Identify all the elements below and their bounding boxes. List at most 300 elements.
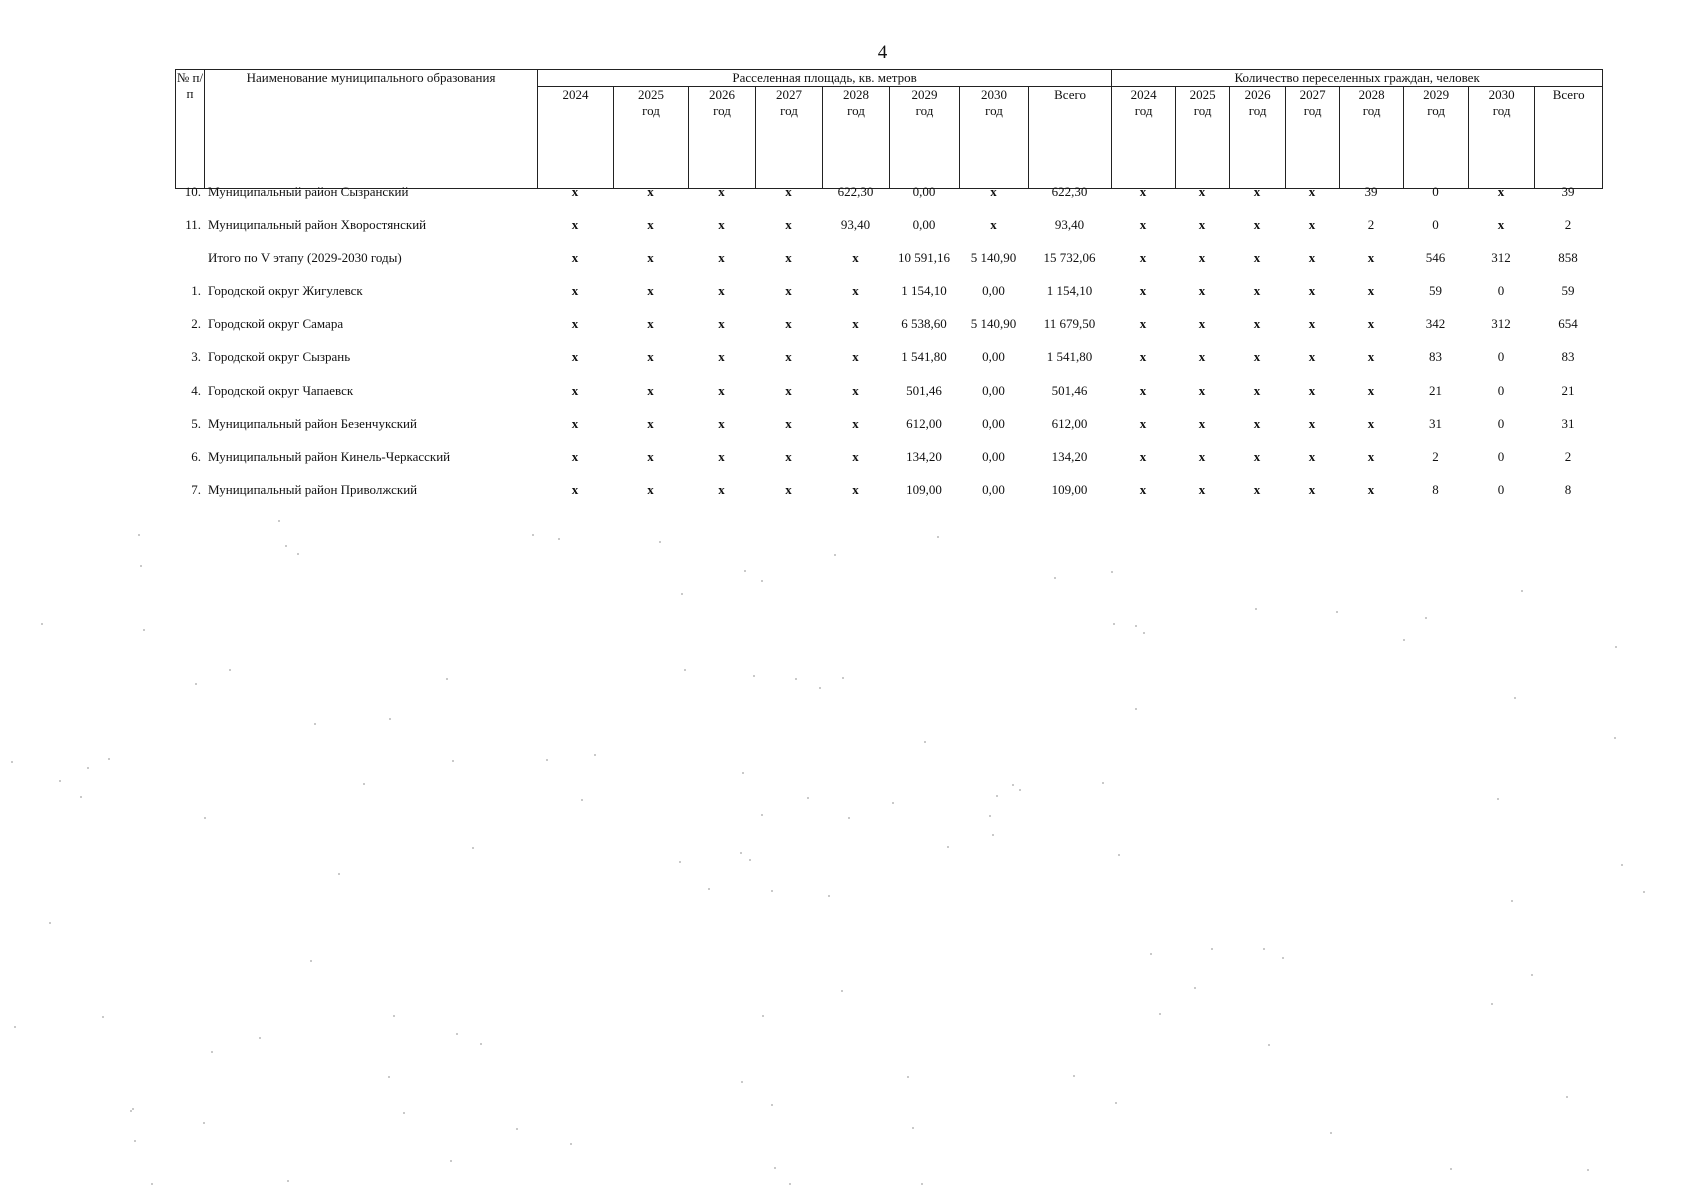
speck (1194, 987, 1196, 989)
speck (278, 520, 280, 522)
area-value-cell: x (647, 448, 654, 464)
speck (684, 669, 686, 671)
area-value-cell: x (571, 184, 579, 199)
speck (393, 1015, 395, 1017)
area-value-cell: x (647, 283, 654, 299)
speck (472, 847, 474, 849)
speck (1268, 1044, 1270, 1046)
area-value-cell: 0,00 (982, 448, 1005, 464)
row-number: 2. (191, 316, 201, 332)
speck (138, 534, 140, 536)
speck (1450, 1168, 1452, 1170)
speck (1159, 1013, 1161, 1015)
people-value-cell: 39 (1561, 184, 1575, 199)
speck (741, 1081, 743, 1083)
speck (1012, 784, 1014, 786)
speck (132, 1108, 134, 1110)
people-value-cell: 858 (1558, 250, 1578, 266)
speck (229, 669, 231, 671)
people-value-cell: x (1253, 349, 1261, 365)
row-number: 1. (191, 283, 201, 299)
area-value-cell: x (571, 250, 579, 266)
people-value-cell: x (1139, 217, 1147, 233)
row-number: 6. (191, 448, 201, 464)
people-value-cell: 0 (1497, 448, 1505, 464)
people-value-cell: 39 (1364, 184, 1378, 199)
speck (516, 1128, 518, 1130)
speck (912, 1127, 914, 1129)
speck (1521, 590, 1523, 592)
area-value-cell: x (852, 250, 859, 266)
municipality-name: Муниципальный район Безенчукский (208, 415, 417, 431)
speck (1211, 948, 1213, 950)
people-value-cell: x (1367, 382, 1375, 398)
area-value-cell: x (718, 184, 725, 199)
speck (558, 538, 560, 540)
people-value-cell: x (1253, 415, 1261, 431)
speck (1587, 1169, 1589, 1171)
area-value-cell: x (785, 415, 792, 431)
table-row (175, 250, 1602, 283)
area-value-cell: 0,00 (982, 283, 1005, 299)
area-value-cell: x (785, 448, 792, 464)
people-value-cell: x (1198, 448, 1206, 464)
speck (1643, 891, 1645, 893)
people-value-cell: x (1497, 217, 1505, 233)
area-value-cell: 0,00 (912, 184, 936, 199)
speck (389, 718, 391, 720)
people-value-cell: x (1308, 283, 1316, 299)
people-value-cell: x (1253, 250, 1261, 266)
speck (102, 1016, 104, 1018)
speck (1425, 617, 1427, 619)
area-value-cell: x (571, 283, 579, 299)
row-number: 10. (184, 184, 201, 199)
speck (1111, 571, 1113, 573)
speck (446, 678, 448, 680)
area-value-cell: x (990, 217, 997, 233)
people-value-cell: x (1367, 481, 1375, 497)
speck (532, 534, 534, 536)
speck (1491, 1003, 1493, 1005)
speck (452, 760, 454, 762)
table-row (175, 482, 1602, 515)
speck (259, 1037, 261, 1039)
people-value-cell: x (1308, 415, 1316, 431)
speck (842, 677, 844, 679)
area-value-cell: x (647, 250, 654, 266)
area-value-cell: 1 154,10 (901, 283, 947, 299)
municipality-name: Городской округ Чапаевск (208, 382, 354, 398)
speck (1282, 957, 1284, 959)
speck (363, 783, 365, 785)
speck (1150, 953, 1152, 955)
speck (1566, 1096, 1568, 1098)
speck (989, 815, 991, 817)
people-value-cell: 0 (1497, 283, 1505, 299)
speck (924, 741, 926, 743)
people-value-cell: x (1253, 448, 1261, 464)
area-value-cell: x (718, 217, 725, 233)
people-value-cell: x (1367, 349, 1375, 365)
people-value-cell: x (1367, 415, 1375, 431)
speck (310, 960, 312, 962)
speck (1143, 632, 1145, 634)
people-year-header: 2026 год (1230, 87, 1286, 189)
speck (1135, 708, 1137, 710)
people-year-header: 2027 год (1286, 87, 1340, 189)
row-number: 11. (185, 217, 201, 233)
speck (87, 767, 89, 769)
area-group-header: Расселенная площадь, кв. метров (538, 70, 1112, 87)
people-value-cell: 342 (1425, 316, 1446, 332)
people-value-cell: x (1308, 382, 1316, 398)
table-row (175, 416, 1602, 449)
area-year-header: 2025 год (614, 87, 689, 189)
speck (1621, 864, 1623, 866)
speck (744, 570, 746, 572)
speck (1255, 608, 1257, 610)
people-value-cell: x (1308, 316, 1316, 332)
table-row (175, 184, 1602, 217)
people-value-cell: 83 (1561, 349, 1575, 365)
municipality-name: Городской округ Сызрань (208, 349, 351, 365)
area-value-cell: x (718, 415, 725, 431)
speck (80, 796, 82, 798)
area-value-cell: 612,00 (906, 415, 942, 431)
municipality-name: Итого по V этапу (2029-2030 годы) (208, 250, 402, 266)
table-row (175, 217, 1602, 250)
people-value-cell: x (1253, 217, 1261, 233)
speck (828, 895, 830, 897)
area-value-cell: x (852, 316, 859, 332)
area-value-cell: x (647, 316, 654, 332)
speck (659, 541, 661, 543)
people-value-cell: 0 (1432, 184, 1439, 199)
area-value-cell: x (718, 382, 725, 398)
speck (841, 990, 843, 992)
people-value-cell: x (1367, 448, 1375, 464)
people-value-cell: x (1139, 481, 1147, 497)
area-value-cell: x (785, 382, 792, 398)
municipality-name: Муниципальный район Сызранский (208, 184, 409, 199)
area-value-cell: 1 541,80 (901, 349, 947, 365)
municipality-name: Муниципальный район Приволжский (208, 481, 418, 497)
area-value-cell: x (718, 448, 725, 464)
area-value-cell: 1 154,10 (1046, 283, 1093, 299)
area-value-cell: x (852, 481, 859, 497)
people-value-cell: x (1198, 217, 1206, 233)
people-value-cell: x (1308, 250, 1316, 266)
speck (1403, 639, 1405, 641)
people-value-cell: x (1198, 349, 1206, 365)
speck (762, 1015, 764, 1017)
row-number: 7. (191, 481, 201, 497)
speck (1118, 854, 1120, 856)
area-value-cell: x (718, 283, 725, 299)
people-value-cell: x (1198, 382, 1206, 398)
people-value-cell: x (1198, 283, 1206, 299)
people-value-cell: 31 (1561, 415, 1575, 431)
people-value-cell: 312 (1491, 316, 1511, 332)
people-value-cell: 2 (1564, 217, 1572, 233)
speck (848, 817, 850, 819)
speck (708, 888, 710, 890)
speck (681, 593, 683, 595)
table-header (175, 69, 1603, 189)
speck (753, 675, 755, 677)
speck (1336, 611, 1338, 613)
people-value-cell: x (1367, 250, 1375, 266)
people-value-cell: x (1198, 184, 1206, 199)
speck (774, 1167, 776, 1169)
table-row (175, 283, 1602, 316)
area-value-cell: x (647, 382, 654, 398)
speck (143, 629, 145, 631)
area-year-header: 2029 год (890, 87, 960, 189)
area-value-cell: 10 591,16 (898, 250, 950, 266)
area-value-cell: x (785, 316, 792, 332)
speck (450, 1160, 452, 1162)
people-value-cell: x (1139, 316, 1147, 332)
num-header: № п/п (176, 70, 205, 189)
speck (892, 802, 894, 804)
area-year-header: 2026 год (689, 87, 756, 189)
speck (1330, 1132, 1332, 1134)
speck (108, 758, 110, 760)
municipality-name: Городской округ Самара (208, 316, 344, 332)
row-number: 5. (191, 415, 201, 431)
people-year-header: 2030 год (1469, 87, 1535, 189)
table-row (175, 383, 1602, 416)
speck (1073, 1075, 1075, 1077)
speck (679, 861, 681, 863)
people-value-cell: 21 (1429, 382, 1442, 398)
people-value-cell: 8 (1432, 481, 1439, 497)
area-value-cell: 134,20 (906, 448, 942, 464)
people-value-cell: x (1139, 349, 1147, 365)
people-value-cell: x (1253, 184, 1261, 199)
area-value-cell: x (571, 448, 579, 464)
row-number: 4. (191, 382, 201, 398)
speck (195, 683, 197, 685)
area-value-cell: 501,46 (906, 382, 942, 398)
area-value-cell: x (647, 217, 654, 233)
speck (771, 1104, 773, 1106)
people-value-cell: 2 (1432, 448, 1439, 464)
people-value-cell: x (1253, 382, 1261, 398)
speck (1531, 974, 1533, 976)
area-value-cell: 0,00 (982, 481, 1005, 497)
people-value-cell: x (1497, 184, 1505, 199)
people-value-cell: 312 (1491, 250, 1511, 266)
speck (151, 1183, 153, 1185)
people-year-header: Всего (1535, 87, 1603, 189)
table-row (175, 449, 1602, 482)
area-value-cell: 622,30 (837, 184, 874, 199)
speck (480, 1043, 482, 1045)
speck (1054, 577, 1056, 579)
people-value-cell: 0 (1497, 481, 1505, 497)
people-value-cell: 21 (1561, 382, 1575, 398)
people-value-cell: x (1139, 415, 1147, 431)
speck (1019, 789, 1021, 791)
row-number: 3. (191, 349, 201, 365)
area-value-cell: x (852, 283, 859, 299)
speck (749, 859, 751, 861)
area-year-header: 2027 год (756, 87, 823, 189)
people-value-cell: x (1198, 250, 1206, 266)
speck (807, 797, 809, 799)
people-value-cell: x (1308, 217, 1316, 233)
speck (594, 754, 596, 756)
speck (1135, 625, 1137, 627)
area-value-cell: 93,40 (840, 217, 871, 233)
area-value-cell: x (852, 349, 859, 365)
people-value-cell: x (1139, 250, 1147, 266)
area-value-cell: x (718, 349, 725, 365)
speck (203, 1122, 205, 1124)
area-year-header: 2030 год (960, 87, 1029, 189)
municipality-name: Муниципальный район Кинель-Черкасский (208, 448, 451, 464)
speck (789, 1183, 791, 1185)
speck (285, 545, 287, 547)
area-value-cell: x (785, 481, 792, 497)
people-value-cell: 654 (1558, 316, 1578, 332)
people-value-cell: 59 (1429, 283, 1442, 299)
area-value-cell: 622,30 (1051, 184, 1088, 199)
area-value-cell: 134,20 (1051, 448, 1088, 464)
speck (947, 846, 949, 848)
area-value-cell: 5 140,90 (970, 250, 1017, 266)
area-value-cell: 109,00 (906, 481, 942, 497)
speck (1514, 697, 1516, 699)
people-value-cell: x (1253, 316, 1261, 332)
area-year-header: Всего (1029, 87, 1112, 189)
municipality-name: Муниципальный район Хворостянский (208, 217, 427, 233)
municipality-name: Городской округ Жигулевск (208, 283, 363, 299)
people-value-cell: x (1308, 448, 1316, 464)
people-value-cell: 59 (1561, 283, 1575, 299)
speck (1263, 948, 1265, 950)
area-value-cell: x (718, 316, 725, 332)
area-value-cell: x (852, 382, 859, 398)
speck (297, 553, 299, 555)
people-value-cell: x (1198, 316, 1206, 332)
speck (11, 761, 13, 763)
speck (1113, 623, 1115, 625)
people-value-cell: x (1139, 184, 1147, 199)
speck (937, 536, 939, 538)
speck (992, 834, 994, 836)
area-value-cell: x (852, 415, 859, 431)
people-value-cell: 31 (1429, 415, 1442, 431)
speck (996, 795, 998, 797)
speck (1511, 900, 1513, 902)
people-value-cell: x (1198, 415, 1206, 431)
people-year-header: 2024 год (1112, 87, 1176, 189)
area-value-cell: x (571, 382, 579, 398)
area-value-cell: 93,40 (1054, 217, 1085, 233)
area-value-cell: x (785, 349, 792, 365)
people-value-cell: x (1139, 283, 1147, 299)
speck (134, 1140, 136, 1142)
table-row (175, 349, 1602, 382)
area-value-cell: x (785, 184, 792, 199)
people-value-cell: x (1139, 382, 1147, 398)
area-value-cell: 501,46 (1051, 382, 1088, 398)
area-year-header: 2028 год (823, 87, 890, 189)
area-value-cell: 0,00 (982, 349, 1005, 365)
area-value-cell: 6 538,60 (901, 316, 947, 332)
speck (204, 817, 206, 819)
area-value-cell: 0,00 (982, 382, 1005, 398)
people-value-cell: x (1308, 481, 1316, 497)
speck (1115, 1102, 1117, 1104)
people-value-cell: 83 (1429, 349, 1442, 365)
people-value-cell: x (1367, 316, 1375, 332)
speck (1497, 798, 1499, 800)
area-value-cell: 109,00 (1051, 481, 1088, 497)
speck (581, 799, 583, 801)
speck (795, 678, 797, 680)
speck (1614, 737, 1616, 739)
area-value-cell: 1 541,80 (1046, 349, 1093, 365)
area-value-cell: x (785, 250, 792, 266)
speck (570, 1143, 572, 1145)
people-group-header: Количество переселенных граждан, человек (1112, 70, 1603, 87)
area-value-cell: 11 679,50 (1043, 316, 1096, 332)
speck (1102, 782, 1104, 784)
area-value-cell: x (647, 415, 654, 431)
area-value-cell: x (718, 481, 725, 497)
people-value-cell: x (1253, 481, 1261, 497)
people-value-cell: 2 (1564, 448, 1572, 464)
area-value-cell: x (571, 349, 579, 365)
area-value-cell: x (647, 481, 654, 497)
people-value-cell: x (1198, 481, 1206, 497)
speck (761, 580, 763, 582)
speck (314, 723, 316, 725)
speck (907, 1076, 909, 1078)
speck (771, 890, 773, 892)
speck (14, 1026, 16, 1028)
area-value-cell: 15 732,06 (1043, 250, 1096, 266)
speck (740, 852, 742, 854)
data-table (175, 184, 1602, 515)
area-value-cell: 612,00 (1051, 415, 1088, 431)
area-value-cell: x (990, 184, 997, 199)
area-value-cell: 0,00 (912, 217, 936, 233)
area-value-cell: x (718, 250, 725, 266)
speck (287, 1180, 289, 1182)
speck (338, 873, 340, 875)
people-year-header: 2029 год (1404, 87, 1469, 189)
speck (819, 687, 821, 689)
area-value-cell: x (647, 184, 654, 199)
area-value-cell: x (571, 316, 579, 332)
area-value-cell: 0,00 (982, 415, 1005, 431)
people-value-cell: 0 (1432, 217, 1439, 233)
speck (761, 814, 763, 816)
people-value-cell: 2 (1367, 217, 1375, 233)
people-value-cell: x (1139, 448, 1147, 464)
people-year-header: 2025 год (1176, 87, 1230, 189)
people-value-cell: 0 (1497, 382, 1505, 398)
area-value-cell: x (571, 217, 579, 233)
speck (1615, 646, 1617, 648)
speck (140, 565, 142, 567)
